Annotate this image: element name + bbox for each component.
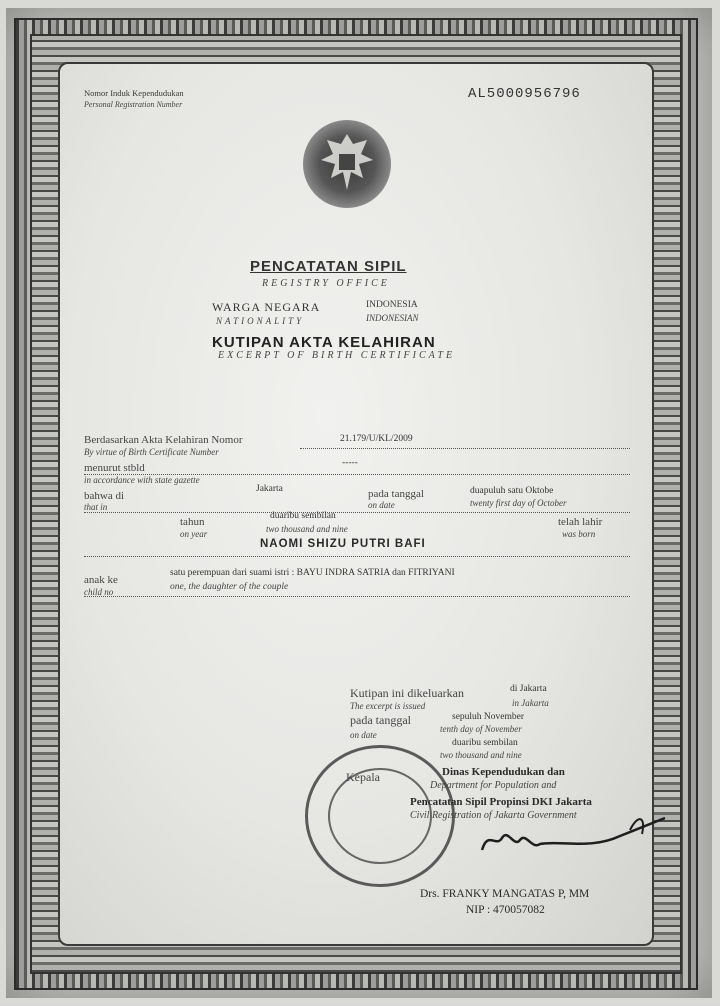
nationality-label-en: NATIONALITY xyxy=(216,316,305,326)
born-label-en: was born xyxy=(562,529,596,539)
document-title: KUTIPAN AKTA KELAHIRAN xyxy=(212,334,436,351)
nationality-value: INDONESIA xyxy=(366,300,418,310)
agency-line2-en: Civil Registration of Jakarta Government xyxy=(410,810,577,821)
issued-date-line2-en: two thousand and nine xyxy=(440,750,522,760)
birth-date-label-en: on date xyxy=(368,500,395,510)
official-nip: NIP : 470057082 xyxy=(466,904,545,916)
birthplace-value: Jakarta xyxy=(256,484,283,494)
issued-date-label-en: on date xyxy=(350,730,377,740)
agency-line1: Dinas Kependudukan dan xyxy=(442,766,565,778)
birthplace-label-en: that in xyxy=(84,502,108,512)
stbld-label: menurut stbld xyxy=(84,462,145,474)
born-label: telah lahir xyxy=(558,516,603,528)
issued-label-en: The excerpt is issued xyxy=(350,701,426,711)
act-number-value: 21.179/U/KL/2009 xyxy=(340,434,413,444)
birthplace-label: bahwa di xyxy=(84,490,125,502)
child-name: NAOMI SHIZU PUTRI BAFI xyxy=(260,538,426,550)
nik-label: Nomor Induk Kependudukan xyxy=(84,88,184,98)
official-name: Drs. FRANKY MANGATAS P, MM xyxy=(420,888,590,900)
issued-place-en: in Jakarta xyxy=(512,698,549,708)
birth-date-label: pada tanggal xyxy=(368,488,424,500)
birth-year-label-en: on year xyxy=(180,529,208,539)
serial-number: AL5000956796 xyxy=(468,86,581,102)
document-title-en: EXCERPT OF BIRTH CERTIFICATE xyxy=(218,350,456,361)
head-label: Kepala xyxy=(346,770,380,784)
nationality-label: WARGA NEGARA xyxy=(212,300,321,314)
child-number-label: anak ke xyxy=(84,574,118,586)
child-number-value-en: one, the daughter of the couple xyxy=(170,582,289,592)
nationality-value-en: INDONESIAN xyxy=(366,313,419,323)
nik-label-en: Personal Registration Number xyxy=(84,100,183,109)
birth-date-value: duapuluh satu Oktobe xyxy=(470,486,554,496)
issued-label: Kutipan ini dikeluarkan xyxy=(350,686,464,700)
issued-place: di Jakarta xyxy=(510,684,547,694)
office-title: PENCATATAN SIPIL xyxy=(250,258,407,275)
agency-line1-en: Department for Population and xyxy=(430,780,557,791)
act-number-label: Berdasarkan Akta Kelahiran Nomor xyxy=(84,434,243,446)
issued-date-line2: duaribu sembilan xyxy=(452,738,518,748)
official-signature xyxy=(470,810,670,875)
stbld-value: ----- xyxy=(342,458,358,468)
stbld-label-en: in accordance with state gazette xyxy=(84,475,200,485)
child-number-label-en: child no xyxy=(84,587,114,597)
issued-date-label: pada tanggal xyxy=(350,713,411,727)
issued-date-line1-en: tenth day of November xyxy=(440,724,522,734)
agency-line2: Pencatatan Sipil Propinsi DKI Jakarta xyxy=(410,796,592,808)
office-title-en: REGISTRY OFFICE xyxy=(262,278,390,289)
issued-date-line1: sepuluh November xyxy=(452,712,525,722)
act-number-label-en: By virtue of Birth Certificate Number xyxy=(84,447,219,457)
garuda-emblem-icon xyxy=(303,120,391,208)
birth-date-value-en: twenty first day of October xyxy=(470,498,567,508)
birth-year-value: duaribu sembilan xyxy=(270,511,336,521)
child-number-value: satu perempuan dari suami istri : BAYU INDRA SATRIA dan FITRIYANI xyxy=(170,568,455,578)
birth-year-label: tahun xyxy=(180,516,205,528)
birth-year-value-en: two thousand and nine xyxy=(266,524,348,534)
